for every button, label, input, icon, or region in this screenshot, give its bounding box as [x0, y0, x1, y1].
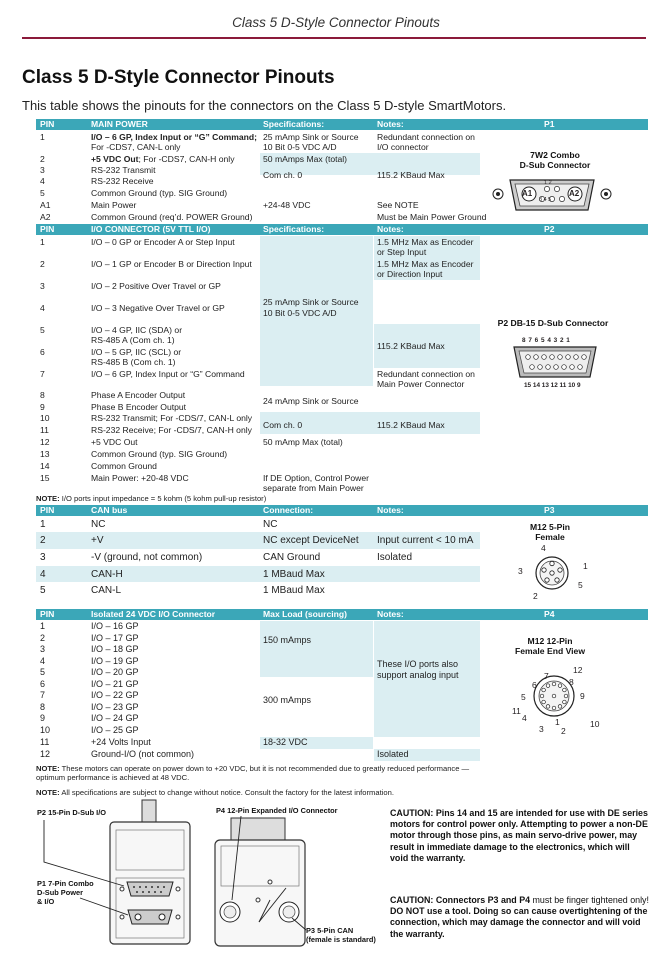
desc: I/O – 20 GP [91, 667, 139, 677]
desc: I/O – 19 GP [91, 655, 139, 666]
pin: 2 [40, 632, 46, 643]
p4-pin-label: 3 [539, 724, 544, 734]
pin: 11 [40, 425, 49, 435]
note: Redundant connection on [377, 369, 475, 379]
col-desc: MAIN POWER [91, 119, 148, 129]
kbaud: 115.2 KBaud Max [377, 170, 445, 180]
p1-pin-a1-label: A1 [522, 189, 533, 198]
desc: CAN-H [91, 569, 123, 580]
pin: 14 [40, 461, 50, 471]
desc: Main Power [91, 200, 137, 210]
pin: 13 [40, 449, 50, 459]
pin: 2 [40, 535, 46, 546]
spec: 10 Bit 0-5 VDC A/D [263, 142, 337, 152]
pin: 2 [40, 154, 45, 164]
desc: I/O – 6 GP, Index Input or “G” Command; [91, 132, 258, 142]
col-notes: Notes: [377, 609, 404, 619]
p1-caption: 7W2 Combo D-Sub Connector [519, 150, 591, 170]
desc: I/O – 23 GP [91, 701, 139, 712]
desc: I/O – 4 GP, IIC (SDA) or [91, 325, 183, 335]
pin: 10 [40, 724, 51, 735]
pin: 9 [40, 402, 45, 412]
p1-figure-label: P1 7-Pin Combo D-Sub Power & I/O [37, 879, 94, 906]
spec: 18-32 VDC [263, 736, 308, 747]
note: 1.5 MHz Max as Encoder [377, 237, 474, 247]
pin: 3 [40, 644, 46, 654]
pin: 11 [40, 736, 50, 747]
p4-caption: M12 12-Pin Female End View [514, 636, 586, 656]
p3-pin-label: 4 [541, 543, 546, 553]
desc: Phase A Encoder Output [91, 390, 186, 400]
desc: +V [91, 535, 104, 546]
note: These I/O ports also [377, 659, 459, 669]
pin: 5 [40, 667, 46, 677]
pin: A2 [40, 212, 51, 222]
col-spec: Connection: [263, 505, 314, 515]
spec: 50 mAmps Max (total) [263, 154, 348, 164]
pin: A1 [40, 200, 51, 210]
pin: 1 [40, 519, 46, 530]
col-pin: PIN [40, 224, 55, 234]
spec: NC except DeviceNet [263, 535, 359, 546]
pin: 3 [40, 165, 45, 175]
desc: I/O – 0 GP or Encoder A or Step Input [91, 237, 235, 247]
p3-pin-label: 2 [533, 591, 538, 601]
caution-pins-14-15: CAUTION: Pins 14 and 15 are intended for use with DE series motors for control power only. Attempting to power a non-DE motor through those pins, as main servo-drive power, may result in immediate damage to the electronics, which will void the warranty. [390, 808, 648, 863]
pin: 7 [40, 369, 45, 379]
note: Must be Main Power Ground [377, 212, 487, 222]
desc: Phase B Encoder Output [91, 402, 187, 412]
p3-pin-label: 5 [578, 580, 583, 590]
pin: 4 [40, 303, 45, 313]
p4-pin-label: 8 [569, 677, 574, 687]
spec: If DE Option, Control Power [263, 473, 370, 483]
intro-text: This table shows the pinouts for the connectors on the Class 5 D-style SmartMotors. [22, 98, 507, 113]
load: 300 mAmps [263, 695, 312, 705]
note: Redundant connection on [377, 132, 475, 142]
note: 1.5 MHz Max as Encoder [377, 259, 474, 269]
desc: +24 Volts Input [91, 736, 151, 747]
col-pin: PIN [40, 505, 55, 515]
desc: +5 VDC Out; For -CDS7, CAN-H only [91, 154, 235, 164]
p2-caption: P2 DB-15 D-Sub Connector [497, 318, 609, 328]
pin: 6 [40, 347, 45, 357]
pin: 12 [40, 437, 50, 447]
spec: 1 MBaud Max [263, 585, 325, 596]
spec: 24 mAmp Sink or Source [263, 396, 359, 406]
caution-connectors-p3-p4: CAUTION: Connectors P3 and P4 must be finger tightened only! DO NOT use a tool. Doing so can cause overtightening of the connection, which may damage the connector and will void the warranty. [390, 895, 649, 939]
desc: +5 VDC Out [91, 437, 138, 447]
note: Isolated [377, 748, 409, 759]
pin: 9 [40, 713, 46, 723]
col-conn: P2 [544, 224, 555, 234]
desc: Ground-I/O (not common) [91, 748, 195, 759]
pin: 1 [40, 237, 45, 247]
desc: I/O – 22 GP [91, 690, 139, 700]
p4-pin-label: 9 [580, 691, 585, 701]
load: 150 mAmps [263, 635, 312, 645]
com-spec: Com ch. 0 [263, 420, 303, 430]
desc: I/O – 5 GP, IIC (SCL) or [91, 347, 182, 357]
note: or Direction Input [377, 269, 443, 279]
pin: 8 [40, 701, 46, 712]
p4-pin-label: 1 [555, 717, 560, 727]
spec: NC [263, 519, 278, 530]
pin: 12 [40, 748, 51, 759]
note: Main Power Connector [377, 379, 465, 389]
running-head: Class 5 D-Style Connector Pinouts [232, 15, 440, 30]
desc: NC [91, 519, 106, 530]
pin: 5 [40, 188, 45, 198]
p1-pins-bottom: 3 4 5 [539, 197, 552, 203]
desc: I/O – 21 GP [91, 678, 139, 689]
pin: 7 [40, 690, 46, 700]
pin: 1 [40, 621, 46, 631]
spec: CAN Ground [263, 552, 321, 563]
kbaud: 115.2 KBaud Max [377, 341, 445, 351]
pin: 15 [40, 473, 50, 483]
pin: 5 [40, 325, 45, 335]
p4-figure-label: P4 12-Pin Expanded I/O Connector [216, 806, 338, 815]
desc: Common Ground (typ. SIG Ground) [91, 188, 228, 198]
desc: I/O – 24 GP [91, 713, 139, 723]
pin: 4 [40, 655, 46, 666]
spec: 10 Bit 0-5 VDC A/D [263, 308, 337, 318]
p1-pin-a2-label: A2 [569, 189, 580, 198]
col-spec: Specifications: [263, 119, 325, 129]
spec: +24-48 VDC [263, 200, 311, 210]
p4-pin-label: 10 [590, 719, 600, 729]
p4-pin-label: 4 [522, 713, 527, 723]
desc: Common Ground [91, 461, 157, 471]
p3-pin-label: 3 [518, 566, 523, 576]
pin: 3 [40, 281, 45, 291]
kbaud: 115.2 KBaud Max [377, 420, 445, 430]
p3-pin-label: 1 [583, 561, 588, 571]
col-spec: Specifications: [263, 224, 325, 234]
desc: RS-232 Transmit [91, 165, 156, 175]
col-pin: PIN [40, 609, 55, 619]
p2-figure-label: P2 15-Pin D-Sub I/O [37, 808, 106, 817]
pin: 6 [40, 678, 46, 689]
note: I/O connector [377, 142, 429, 152]
p4-pin-label: 7 [544, 671, 549, 681]
pin: 3 [40, 552, 46, 563]
col-conn: P3 [544, 505, 555, 515]
desc: I/O – 25 GP [91, 724, 139, 735]
pin: 4 [40, 176, 45, 186]
desc: I/O – 2 Positive Over Travel or GP [91, 281, 221, 291]
desc: -V (ground, not common) [91, 552, 203, 563]
pin: 10 [40, 413, 50, 423]
pin: 8 [40, 390, 45, 400]
desc: I/O – 16 GP [91, 621, 139, 631]
spec: 50 mAmp Max (total) [263, 437, 343, 447]
p2-pins-bottom: 15 14 13 12 11 10 9 [524, 382, 581, 389]
p1-pins-top: 1 2 [544, 180, 552, 186]
p4-pin-label: 5 [521, 692, 526, 702]
io-impedance-note: NOTE: I/O ports input impedance = 5 kohm (5 kohm pull-up resistor) [36, 494, 267, 503]
desc: CAN-L [91, 585, 122, 596]
col-spec: Max Load (sourcing) [263, 609, 348, 619]
desc: Common Ground (typ. SIG Ground) [91, 449, 228, 459]
spec: 1 MBaud Max [263, 569, 325, 580]
col-pin: PIN [40, 119, 55, 129]
desc: RS-232 Receive [91, 176, 154, 186]
com-spec: Com ch. 0 [263, 170, 303, 180]
col-desc: CAN bus [91, 505, 128, 515]
p3-figure-label: P3 5-Pin CAN (female is standard) [306, 926, 376, 944]
spec: 25 mAmp Sink or Source [263, 132, 359, 142]
pin: 5 [40, 585, 46, 596]
pin: 2 [40, 259, 45, 269]
note: Isolated [377, 552, 413, 563]
specs-change-note: NOTE: All specifications are subject to change without notice. Consult the factory for the latest information. [36, 788, 394, 797]
p4-pin-label: 11 [512, 706, 521, 716]
desc: RS-232 Transmit; For -CDS/7, CAN-L only [91, 413, 253, 423]
spec: 25 mAmp Sink or Source [263, 297, 359, 307]
note: Input current < 10 mA [377, 535, 474, 546]
p3-caption: M12 5-Pin Female [529, 522, 571, 542]
pin: 1 [40, 132, 45, 142]
col-conn: P1 [544, 119, 555, 129]
note: See NOTE [377, 200, 419, 210]
note: support analog input [377, 670, 459, 680]
desc: RS-485 B (Com ch. 1) [91, 357, 176, 367]
desc: I/O – 1 GP or Encoder B or Direction Input [91, 259, 252, 269]
p4-pin-label: 2 [561, 726, 566, 736]
desc: For -CDS7, CAN-L only [91, 142, 181, 152]
page-title: Class 5 D-Style Connector Pinouts [22, 67, 335, 88]
desc: I/O – 18 GP [91, 644, 139, 654]
p2-pins-top: 8 7 6 5 4 3 2 1 [522, 337, 571, 344]
col-desc: Isolated 24 VDC I/O Connector [91, 609, 216, 619]
desc: I/O – 3 Negative Over Travel or GP [91, 303, 225, 313]
desc: Common Ground (req’d. POWER Ground) [91, 212, 253, 222]
p4-pin-label: 12 [573, 665, 583, 675]
col-notes: Notes: [377, 505, 404, 515]
p4-pin-label: 6 [532, 680, 537, 690]
desc: RS-232 Receive; For -CDS/7, CAN-H only [91, 425, 252, 435]
col-conn: P4 [544, 609, 555, 619]
desc: I/O – 17 GP [91, 632, 139, 643]
note: or Step Input [377, 247, 427, 257]
col-notes: Notes: [377, 119, 404, 129]
desc: I/O – 6 GP, Index Input or “G” Command [91, 369, 245, 379]
spec: separate from Main Power [263, 483, 364, 493]
pin: 4 [40, 569, 46, 580]
desc: RS-485 A (Com ch. 1) [91, 335, 175, 345]
col-notes: Notes: [377, 224, 404, 234]
col-desc: I/O CONNECTOR (5V TTL I/O) [91, 224, 211, 234]
performance-note: NOTE: These motors can operate on power down to +20 VDC, but it is not recommended due to greatly reduced performance — optimum performance is achieved at 48 VDC. [36, 764, 470, 783]
desc: Main Power: +20-48 VDC [91, 473, 189, 483]
